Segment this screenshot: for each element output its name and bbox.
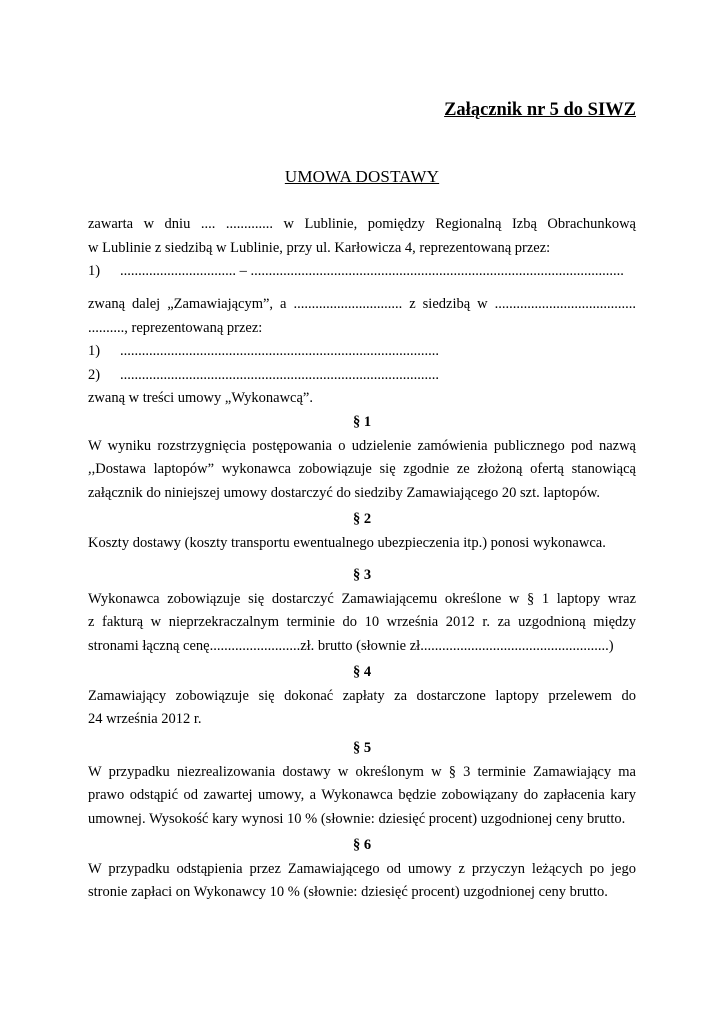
section-6 (88, 834, 636, 905)
contractor-representative-2-number: 2) (88, 366, 101, 383)
section-5-line-3: umownej. Wysokość kary wynosi 10 % (słownie: dziesięć procent) uzgodnionej ceny brutto. (88, 810, 626, 827)
section-6-heading: § 6 (352, 837, 372, 853)
section-3-line-1: Wykonawca zobowiązuje się dostarczyć Zamawiającemu określone w § 1 laptopy wraz (88, 590, 636, 607)
annex-label: Załącznik nr 5 do SIWZ (444, 100, 636, 120)
section-2 (88, 508, 636, 555)
contractor-line-2: .........., reprezentowaną przez: (88, 319, 263, 336)
section-4-heading: § 4 (352, 664, 372, 680)
contractor-line-3: zwaną w treści umowy „Wykonawcą”. (88, 390, 313, 406)
intro-line-1: zawarta w dniu .... ............. w Lublinie, pomiędzy Regionalną Izbą Obrachunkową (88, 216, 636, 232)
section-4-line-1: Zamawiający zobowiązuje się dokonać zapłaty za dostarczone laptopy przelewem do (88, 687, 636, 704)
section-3-line-3: stronami łączną cenę.........................zł. brutto (słownie zł....................................................) (88, 637, 614, 654)
section-1-line-1: W wyniku rozstrzygnięcia postępowania o udzielenie zamówienia publicznego pod nazwą (88, 437, 636, 454)
contractor-representative-2 (88, 364, 636, 388)
contractor-line-1: zwaną dalej „Zamawiającym”, a .............................. z siedzibą w ....................................... (88, 296, 636, 312)
section-1-heading: § 1 (352, 414, 372, 430)
intro-line-2: w Lublinie z siedzibą w Lublinie, przy ul. Karłowicza 4, reprezentowaną przez: (88, 239, 551, 256)
section-5-line-1: W przypadku niezrealizowania dostawy w określonym w § 3 terminie Zamawiający ma (88, 763, 636, 780)
representative-1-number: 1) (88, 263, 101, 279)
section-6-line-1: W przypadku odstąpienia przez Zamawiającego od umowy z przyczyn leżących po jego (88, 860, 636, 877)
contractor-representative-2-text: ........................................................................................ (120, 366, 439, 383)
parties-intro (88, 213, 636, 284)
section-2-line-1: Koszty dostawy (koszty transportu ewentualnego ubezpieczenia itp.) ponosi wykonawca. (88, 534, 606, 551)
section-3-line-2: z fakturą w nieprzekraczalnym terminie do 10 września 2012 r. za uzgodnioną między (88, 614, 636, 630)
representative-1 (88, 260, 636, 284)
section-3-heading: § 3 (352, 567, 372, 583)
contractor-representative-1-text: ........................................................................................ (120, 343, 439, 359)
section-3 (88, 564, 636, 658)
section-5-heading: § 5 (352, 740, 372, 756)
section-5 (88, 737, 636, 831)
section-2-heading: § 2 (352, 511, 372, 527)
section-6-line-2: stronie zapłaci on Wykonawcy 10 % (słownie: dziesięć procent) uzgodnionej ceny brutto. (88, 884, 608, 900)
contractor-block (88, 293, 636, 411)
section-5-line-2: prawo odstąpić od zawartej umowy, a Wykonawca będzie zobowiązany do zapłacenia kary (88, 787, 636, 803)
representative-1-text: ................................ – ....................................................................................................... (120, 263, 624, 279)
section-1-line-3: załącznik do niniejszej umowy dostarczyć do siedziby Zamawiającego 20 szt. laptopów. (88, 484, 601, 501)
section-4 (88, 661, 636, 732)
contractor-representative-1 (88, 340, 636, 364)
document-title: UMOWA DOSTAWY (284, 167, 440, 186)
section-1 (88, 411, 636, 505)
section-4-line-2: 24 września 2012 r. (88, 711, 202, 727)
contractor-representative-1-number: 1) (88, 343, 101, 359)
section-1-line-2: ,,Dostawa laptopów” wykonawca zobowiązuje się zgodnie ze złożoną ofertą stanowiącą (88, 461, 636, 477)
